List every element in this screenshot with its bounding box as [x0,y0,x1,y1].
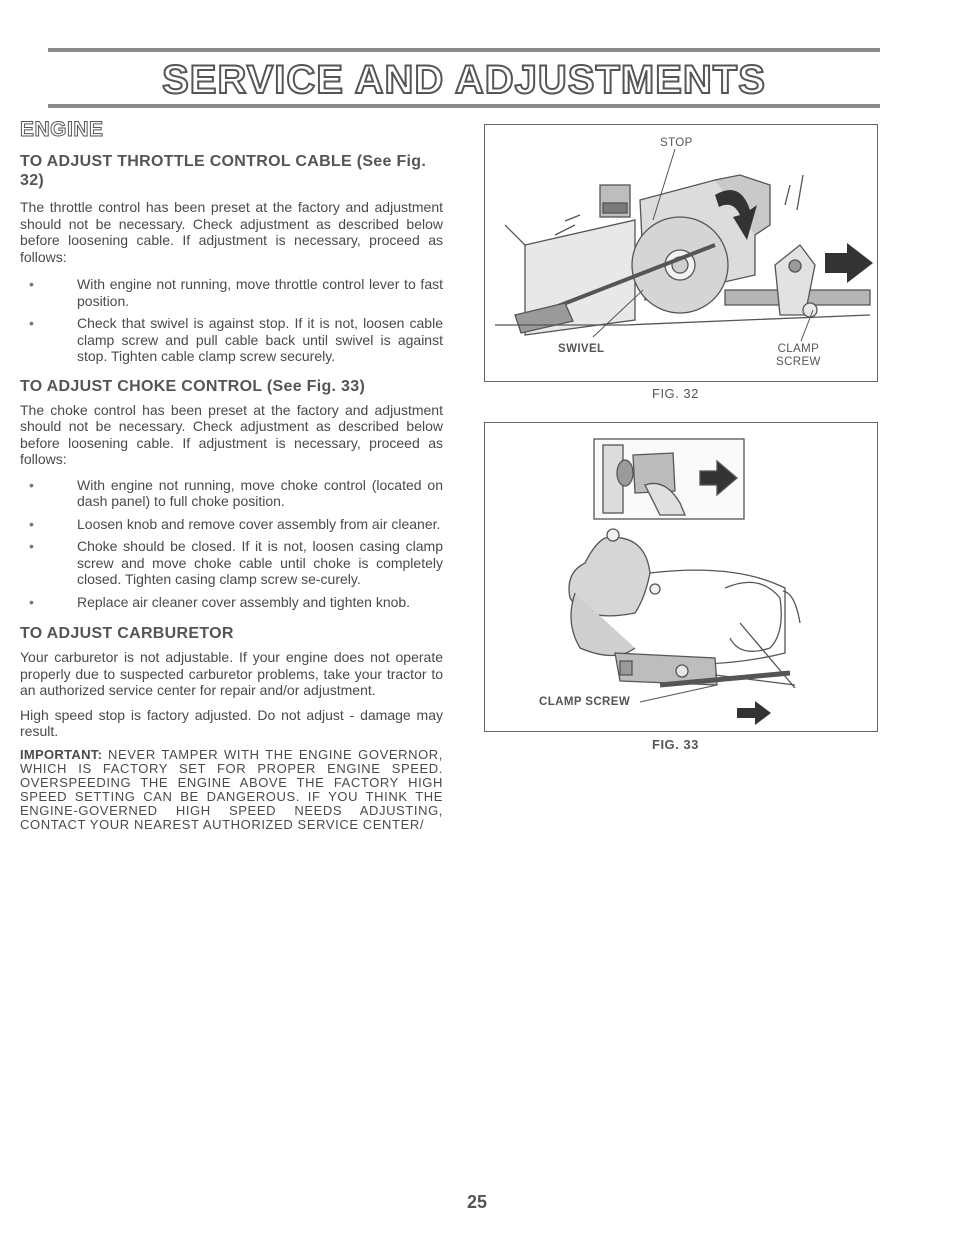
carburetor-para-1: Your carburetor is not adjustable. If your engine does not operate properly due to suspected carburetor problems, take your tractor to an authorized service center for repair and/or adjustment. [20,649,443,698]
important-notice [20,748,443,832]
figure-33-caption: FIG. 33 [652,737,699,752]
choke-linkage-drawing [485,423,877,731]
figure-33-choke-illustration [484,422,878,732]
clamp-screw-label: CLAMP SCREW [539,696,631,708]
stop-label: STOP [660,137,693,149]
important-text: NEVER TAMPER WITH THE ENGINE GOVERNOR, WHICH IS FACTORY SET FOR PROPER ENGINE SPEED. OVERSPEEDING THE ENGINE ABOVE THE FACTORY HIGH SPEED SETTING CAN BE DANGEROUS. IF YOU THINK THE ENGINE-GOVERNED HIGH SPEED NEEDS ADJUSTING, CONTACT YOUR NEAREST AUTHORIZED SERVICE CENTER/ [20,746,443,832]
figure-32-throttle-illustration [484,124,878,382]
throttle-intro: The throttle control has been preset at the factory and adjustment should not be necessary. Check adjustment as described below before loosening cable. If adjustment is necessary, proceed as follows: [20,199,443,265]
clamp-label-line-2: SCREW [776,356,821,368]
list-item: • With engine not running, move choke control (located on dash panel) to full choke position. [20,477,443,510]
carburetor-para-2: High speed stop is factory adjusted. Do not adjust - damage may result. [20,706,443,739]
swivel-label: SWIVEL [558,343,605,355]
header-rule-bottom [48,104,880,108]
list-item: • With engine not running, move throttle control lever to fast position. [20,276,443,309]
choke-intro: The choke control has been preset at the factory and adjustment should not be necessary. Check adjustment as described below before loosening cable. If adjustment is necessary, proceed as follows: [20,401,443,467]
section-title: ENGINE [20,118,104,141]
throttle-steps [20,276,443,365]
list-item: • Loosen knob and remove cover assembly from air cleaner. [20,516,443,533]
figure-32-caption: FIG. 32 [652,386,699,401]
page-number: 25 [466,1192,488,1212]
text-column [20,118,443,832]
carburetor-heading: TO ADJUST CARBURETOR [20,625,234,642]
list-item: • Check that swivel is against stop. If it is not, loosen cable clamp screw and pull cable back until swivel is against stop. Tighten cable clamp screw securely. [20,315,443,365]
clamp-label-line-1: CLAMP [777,343,820,355]
page-title: SERVICE AND ADJUSTMENTS [162,58,766,102]
choke-heading: TO ADJUST CHOKE CONTROL (See Fig. 33) [20,377,366,395]
clamp-screw-label [776,343,821,369]
list-item: • Choke should be closed. If it is not, loosen casing clamp screw and move choke cable until choke is completely closed. Tighten casing clamp screw se-curely. [20,538,443,588]
choke-steps [20,477,443,611]
list-item: • Replace air cleaner cover assembly and tighten knob. [20,594,443,611]
throttle-heading: TO ADJUST THROTTLE CONTROL CABLE (See Fig. 32) [20,153,427,189]
header-rule-top [48,48,880,52]
important-label: IMPORTANT: [20,746,103,762]
